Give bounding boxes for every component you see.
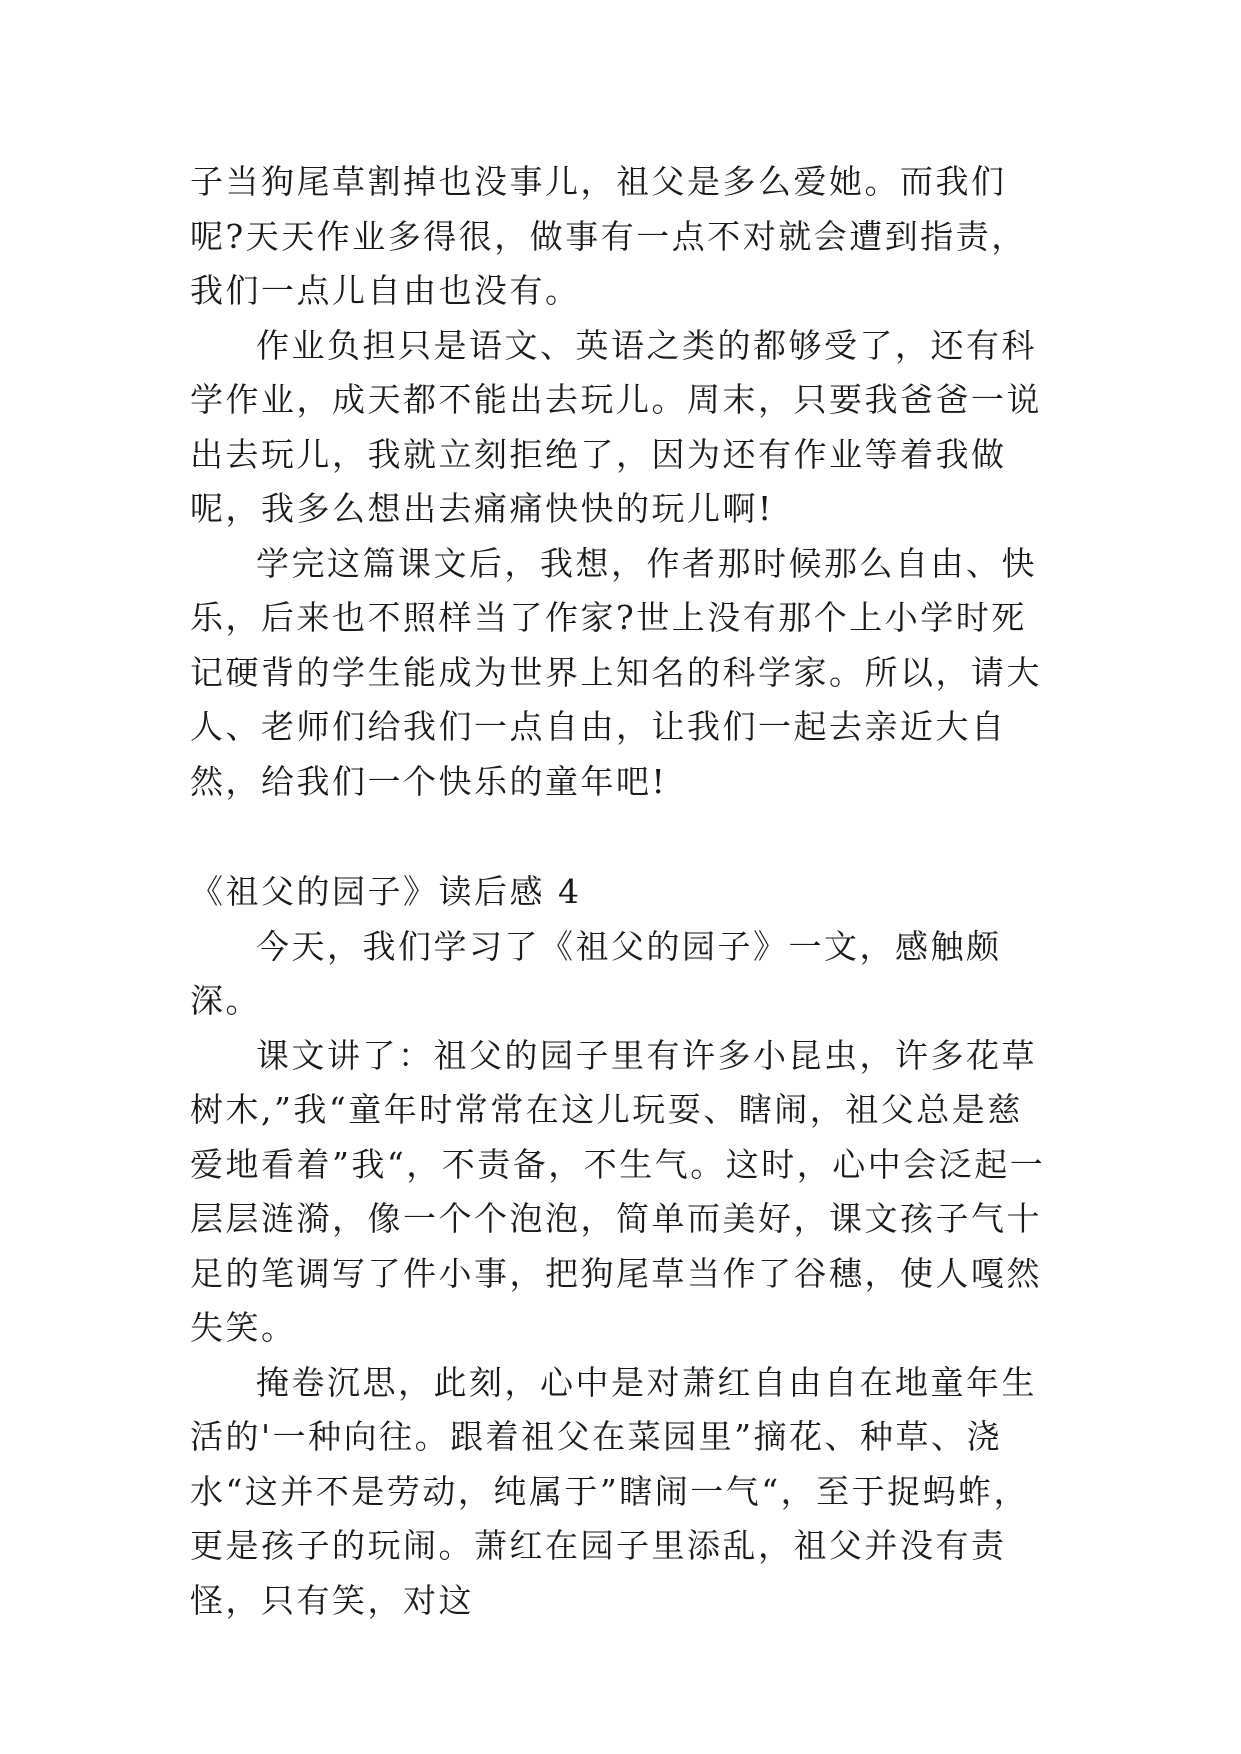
section-title: 《祖父的园子》读后感 4 (190, 872, 582, 911)
paragraph-continuation: 子当狗尾草割掉也没事儿，祖父是多么爱她。而我们呢?天天作业多得很，做事有一点不对就会遭到指责，我们一点儿自由也没有。 (190, 162, 1027, 310)
paragraph-reflection: 掩卷沉思，此刻，心中是对萧红自由自在地童年生活的'一种向往。跟着祖父在菜园里”摘花、种草、浇水“这并不是劳动，纯属于”瞎闹一气“，至于捉蚂蚱，更是孩子的玩闹。萧红在园子里添乱，祖父并没有责怪，只有笑，对这 (190, 1362, 1037, 1620)
paragraph-today: 今天，我们学习了《祖父的园子》一文，感触颇深。 (190, 926, 1002, 1020)
document-body (190, 155, 1050, 1628)
paragraph-homework-burden: 作业负担只是语文、英语之类的都够受了，还有科学作业，成天都不能出去玩儿。周末，只要我爸爸一说出去玩儿，我就立刻拒绝了，因为还有作业等着我做呢，我多么想出去痛痛快快的玩儿啊! (190, 325, 1042, 528)
paragraph-lesson-summary: 课文讲了：祖父的园子里有许多小昆虫，许多花草树木,”我“童年时常常在这儿玩耍、瞎闹，祖父总是慈爱地看着”我“，不责备，不生气。这时，心中会泛起一层层涟漪，像一个个泡泡，简单而美好，课文孩子气十足的笔调写了件小事，把狗尾草当作了谷穗，使人嘎然失笑。 (190, 1035, 1046, 1347)
paragraph-after-learning: 学完这篇课文后，我想，作者那时候那么自由、快乐，后来也不照样当了作家?世上没有那个上小学时死记硬背的学生能成为世界上知名的科学家。所以，请大人、老师们给我们一点自由，让我们一起去亲近大自然，给我们一个快乐的童年吧! (190, 543, 1042, 801)
